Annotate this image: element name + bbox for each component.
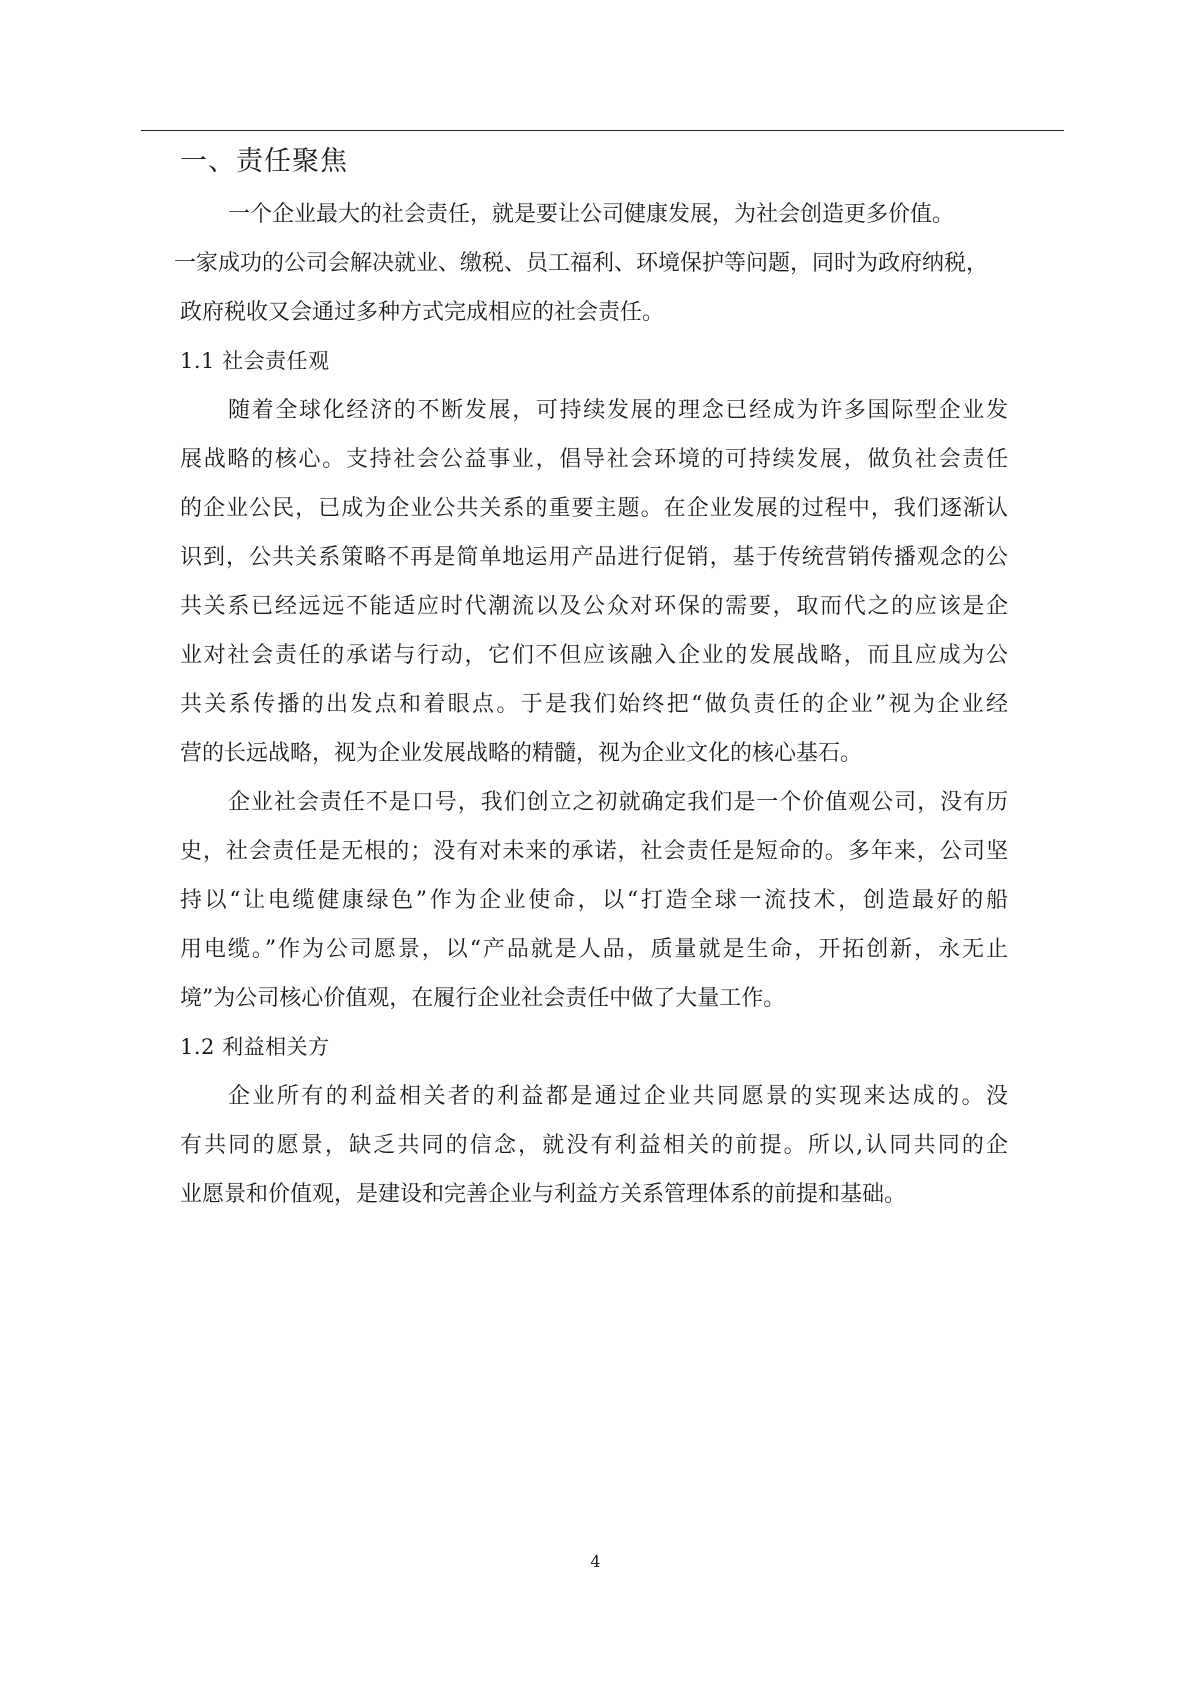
stakeholder-line-2: 有共同的愿景，缺乏共同的信念，就没有利益相关的前提。所以,认同共同的企 bbox=[180, 1133, 1008, 1158]
section-title: 一、责任聚焦 bbox=[180, 146, 348, 177]
csr-p1-line-5: 共关系已经远远不能适应时代潮流以及公众对环保的需要，取而代之的应该是企 bbox=[180, 594, 1008, 619]
csr-p2-line-2: 史，社会责任是无根的；没有对未来的承诺，社会责任是短命的。多年来，公司坚 bbox=[180, 839, 1008, 864]
csr-view-paragraph-2 bbox=[180, 778, 1008, 1023]
csr-p1-line-2: 展战略的核心。支持社会公益事业，倡导社会环境的可持续发展，做负社会责任 bbox=[180, 447, 1008, 472]
intro-paragraph bbox=[174, 190, 1008, 337]
csr-p1-line-1: 随着全球化经济的不断发展，可持续发展的理念已经成为许多国际型企业发 bbox=[228, 398, 1008, 423]
stakeholder-line-1: 企业所有的利益相关者的利益都是通过企业共同愿景的实现来达成的。没 bbox=[228, 1084, 1008, 1109]
subsection-title-1-1: 1.1 社会责任观 bbox=[180, 349, 330, 373]
page-content bbox=[174, 140, 1008, 1219]
intro-line-3: 政府税收又会通过多种方式完成相应的社会责任。 bbox=[180, 300, 665, 325]
csr-p1-line-7: 共关系传播的出发点和着眼点。于是我们始终把“做负责任的企业”视为企业经 bbox=[180, 692, 1008, 717]
header-rule bbox=[141, 130, 1064, 131]
intro-line-1: 一个企业最大的社会责任，就是要让公司健康发展，为社会创造更多价值。 bbox=[228, 202, 955, 227]
csr-p1-line-4: 识到，公共关系策略不再是简单地运用产品进行促销，基于传统营销传播观念的公 bbox=[180, 545, 1008, 570]
csr-p2-line-5: 境”为公司核心价值观，在履行企业社会责任中做了大量工作。 bbox=[180, 986, 786, 1011]
csr-view-paragraph-1 bbox=[180, 386, 1008, 778]
csr-p2-line-1: 企业社会责任不是口号，我们创立之初就确定我们是一个价值观公司，没有历 bbox=[228, 790, 1008, 815]
stakeholder-paragraph bbox=[180, 1072, 1008, 1219]
page-number: 4 bbox=[590, 1552, 601, 1571]
subsection-title-1-2: 1.2 利益相关方 bbox=[180, 1035, 330, 1059]
csr-p1-line-8: 营的长远战略，视为企业发展战略的精髓，视为企业文化的核心基石。 bbox=[180, 741, 863, 766]
csr-p2-line-4: 用电缆。”作为公司愿景，以“产品就是人品，质量就是生命，开拓创新，永无止 bbox=[180, 937, 1008, 962]
csr-p1-line-3: 的企业公民，已成为企业公共关系的重要主题。在企业发展的过程中，我们逐渐认 bbox=[180, 496, 1008, 521]
stakeholder-line-3: 业愿景和价值观，是建设和完善企业与利益方关系管理体系的前提和基础。 bbox=[180, 1182, 907, 1207]
intro-line-2: 一家成功的公司会解决就业、缴税、员工福利、环境保护等问题，同时为政府纳税， bbox=[174, 251, 989, 276]
csr-p2-line-3: 持以“让电缆健康绿色”作为企业使命，以“打造全球一流技术，创造最好的船 bbox=[180, 888, 1008, 913]
csr-p1-line-6: 业对社会责任的承诺与行动，它们不但应该融入企业的发展战略，而且应成为公 bbox=[180, 643, 1008, 668]
